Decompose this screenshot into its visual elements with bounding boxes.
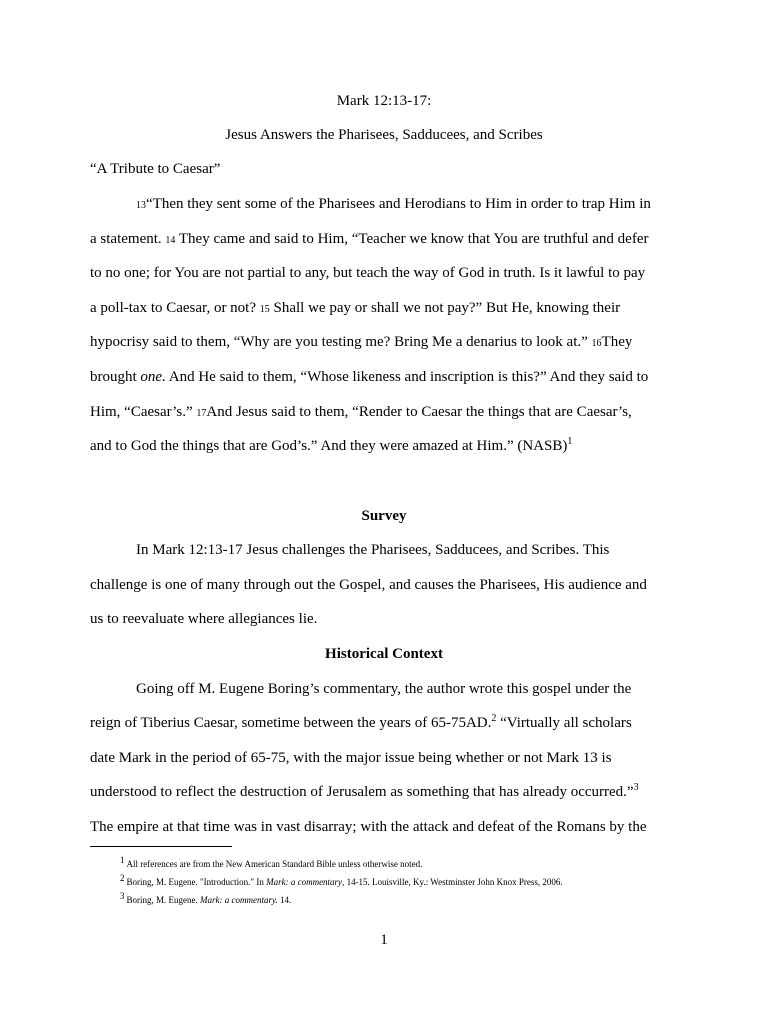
body-line: The empire at that time was in vast disarray; with the attack and defeat of the Romans by the [90,819,647,835]
scripture-line: hypocrisy said to them, “Why are you testing me? Bring Me a denarius to look at.” 16They [90,334,633,350]
footnote-ref[interactable]: 3 [633,782,639,793]
verse-number: 14 [165,235,176,246]
footnote: $^1$ All references are from the New American Standard Bible unless otherwise noted. [120,855,423,869]
section-heading-historical: Historical Context [325,646,443,662]
section-heading-survey: Survey [361,508,407,524]
scripture-line: brought one. And He said to them, “Whose likeness and inscription is this?” And they said to [90,369,649,385]
page-number: 1 [380,932,388,948]
verse-number: 17 [196,408,207,419]
scripture-line: to no one; for You are not partial to any, but teach the way of God in truth. Is it lawful to pay [90,265,646,281]
footnote: $^2$ Boring, M. Eugene. "Introduction." In Mark: a commentary, 14-15. Louisville, Ky.: Westminster John Knox Press, 2006. [120,873,563,887]
footnote-divider [90,846,232,847]
body-line: Going off M. Eugene Boring’s commentary, the author wrote this gospel under the [136,681,632,697]
scripture-line: Him, “Caesar’s.” 17And Jesus said to them, “Render to Caesar the things that are Caesar’s, [90,404,632,420]
body-line: reign of Tiberius Caesar, sometime between the years of 65-75AD.$^2$ “Virtually all scholars [90,713,632,731]
subtitle: “A Tribute to Caesar” [90,161,221,177]
body-line: In Mark 12:13-17 Jesus challenges the Pharisees, Sadducees, and Scribes. This [136,542,610,558]
scripture-line: and to God the things that are God’s.” And they were amazed at Him.” (NASB)$^1$ [90,436,573,454]
scripture-line: a statement. 14 They came and said to Him, “Teacher we know that You are truthful and defer [90,231,649,247]
verse-number: 15 [259,304,270,315]
body-line: date Mark in the period of 65-75, with the major issue being whether or not Mark 13 is [90,750,612,766]
footnote-ref[interactable]: 2 [491,713,497,724]
footnote: $^3$ Boring, M. Eugene. Mark: a commentary. 14. [120,891,292,905]
verse-number: 16 [591,338,602,349]
scripture-line: a poll-tax to Caesar, or not? 15 Shall we pay or shall we not pay?” But He, knowing their [90,300,621,316]
body-line: challenge is one of many through out the Gospel, and causes the Pharisees, His audience and [90,577,647,593]
page-title: Jesus Answers the Pharisees, Sadducees, and Scribes [225,127,543,143]
scripture-reference: Mark 12:13-17: [336,93,432,109]
body-line: us to reevaluate where allegiances lie. [90,611,318,627]
body-line: understood to reflect the destruction of Jerusalem as something that has already occurred.”$^3$ [90,782,639,800]
footnote-ref[interactable]: 1 [567,436,573,447]
verse-number: 13 [136,200,146,211]
scripture-line: 13“Then they sent some of the Pharisees and Herodians to Him in order to trap Him in [136,196,651,212]
